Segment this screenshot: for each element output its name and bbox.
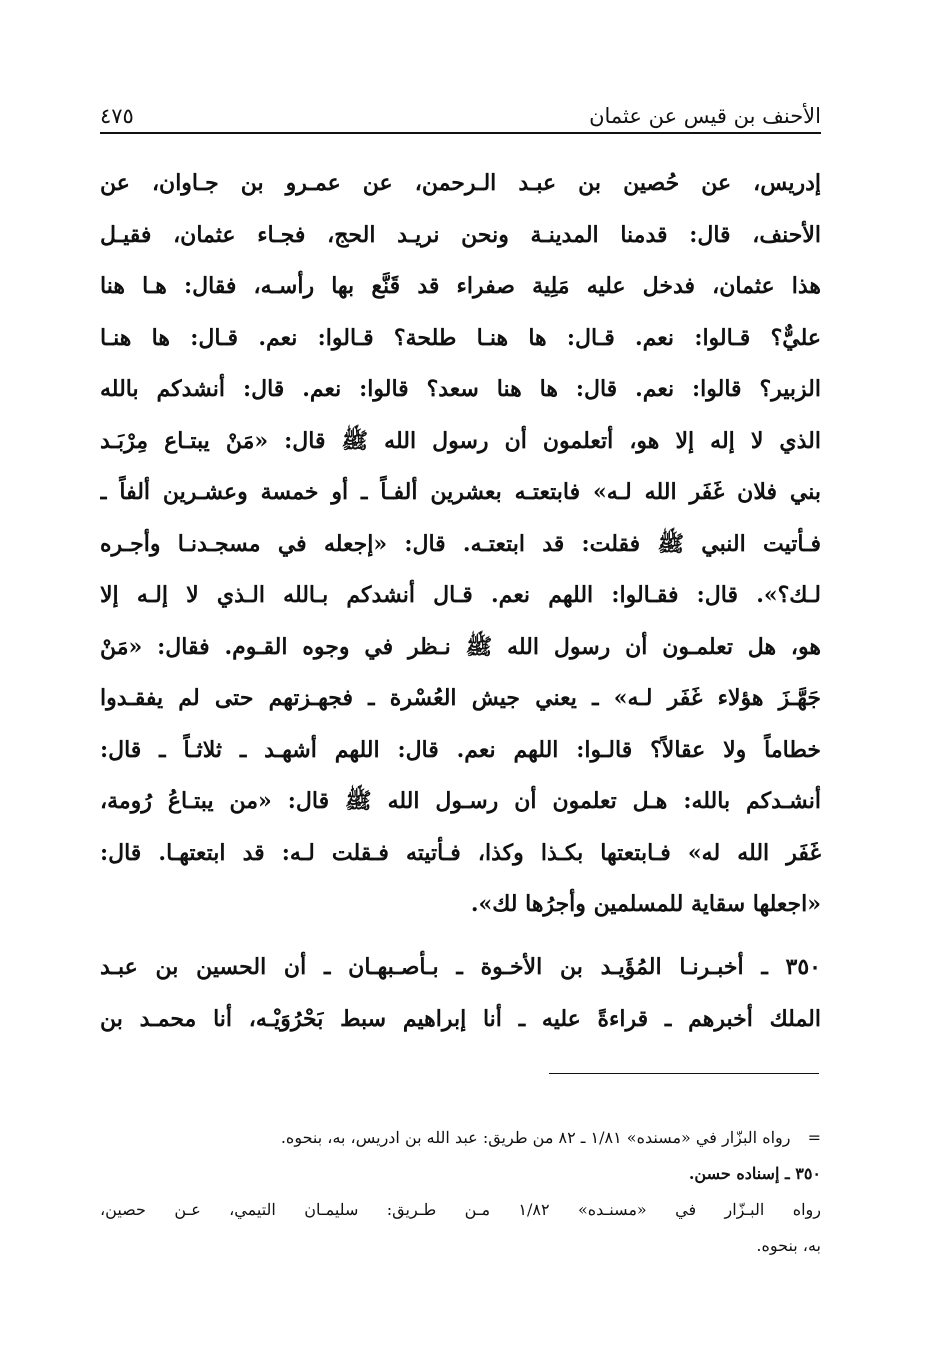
text-line: أنشـدكم بالله: هـل تعلمون أن رسـول الله ﷺ قال: «من يبتـاعُ رُومة، bbox=[100, 788, 821, 814]
footnote-continuation-text: رواه البزّار في «مسنده» ١/٨١ ـ ٨٢ من طريق: عبد الله بن ادريس، به، بنحوه. bbox=[280, 1128, 791, 1147]
text-line: ٣٥٠ ـ أخبـرنـا المُؤَيـد بن الأخـوة ـ بـأصـبهـان ـ أن الحسين بن عبـد bbox=[100, 954, 821, 980]
text-line: «اجعلها سقاية للمسلمين وأجرُها لك». bbox=[470, 891, 821, 917]
text-line: الملك أخبرهم ـ قراءةً عليه ـ أنا إبراهيم سبط بَحْرُوَيْـه، أنا محمـد بن bbox=[100, 1005, 821, 1032]
text-line: فـأتيت النبي ﷺ فقلت: قد ابتعتـه. قال: «إجعله في مسجـدنـا وأجـره bbox=[100, 530, 821, 557]
page-header bbox=[100, 88, 821, 128]
text-line: بني فلان غَفَر الله لـه» فابتعتـه بعشرين ألفـاً ـ أو خمسة وعشـرين ألفاً ـ bbox=[100, 479, 821, 505]
text-line: عليٌّ؟ قـالوا: نعم. قـال: ها هنـا طلحة؟ قـالوا: نعم. قـال: ها هنـا bbox=[100, 324, 821, 351]
page-number: ٤٧٥ bbox=[100, 104, 134, 128]
running-title: الأحنف بن قيس عن عثمان bbox=[589, 104, 821, 128]
header-rule bbox=[100, 132, 821, 134]
footnote-label: ٣٥٠ ـ إسناده حسن. bbox=[688, 1164, 821, 1183]
footnote-line: رواه البـزّار في «مسنـده» ١/٨٢ مـن طـريق: سليمـان التيمي، عـن حصين، bbox=[100, 1200, 821, 1219]
text-line: الأحنف، قال: قدمنا المدينـة ونحن نريـد الحج، فجـاء عثمان، فقيـل bbox=[100, 221, 821, 248]
footnote-rule bbox=[549, 1073, 819, 1074]
text-line: جَهَّـزَ هؤلاء غَفَر لـه» ـ يعني جيش العُسْرة ـ فجهـزتهم حتى لم يفقـدوا bbox=[100, 685, 821, 711]
paragraph-2 bbox=[100, 942, 821, 1045]
footnote-continuation bbox=[100, 1120, 821, 1156]
text-line: هو، هل تعلمـون أن رسول الله ﷺ نـظر في وجوه القـوم. فقال: «مَنْ bbox=[100, 633, 821, 660]
continuation-mark: = bbox=[807, 1128, 821, 1147]
text-line: الزبير؟ قالوا: نعم. قال: ها هنا سعد؟ قالوا: نعم. قال: أنشدكم بالله bbox=[100, 376, 821, 402]
text-line: إدريس، عن حُصين بن عبـد الـرحمن، عن عمـرو بن جـاوان، عن bbox=[100, 170, 821, 196]
text-line: خطاماً ولا عقالاً؟ قالـوا: اللهم نعم. قال: اللهم أشهـد ـ ثلاثـاً ـ قال: bbox=[100, 736, 821, 763]
text-line: غَفَر الله له» فـابتعتها بكـذا وكذا، فـأتيته فـقلت لـه: قد ابتعتهـا. قال: bbox=[100, 839, 821, 866]
footnotes bbox=[100, 1120, 821, 1264]
text-line: هذا عثمان، فدخل عليه مَلِية صفراء قد قَنَّع بها رأسـه، فقال: هـا هنا bbox=[100, 273, 821, 299]
text-line: الذي لا إله إلا هو، أتعلمون أن رسول الله ﷺ قال: «مَنْ يبتـاع مِرْبَـد bbox=[100, 427, 821, 454]
text-line: لـك؟». قال: فقـالوا: اللهم نعم. قـال أنشدكم بـالله الـذي لا إلـه إلا bbox=[100, 582, 821, 608]
footnote-line: به، بنحوه. bbox=[756, 1236, 821, 1255]
paragraph-1 bbox=[100, 158, 821, 931]
